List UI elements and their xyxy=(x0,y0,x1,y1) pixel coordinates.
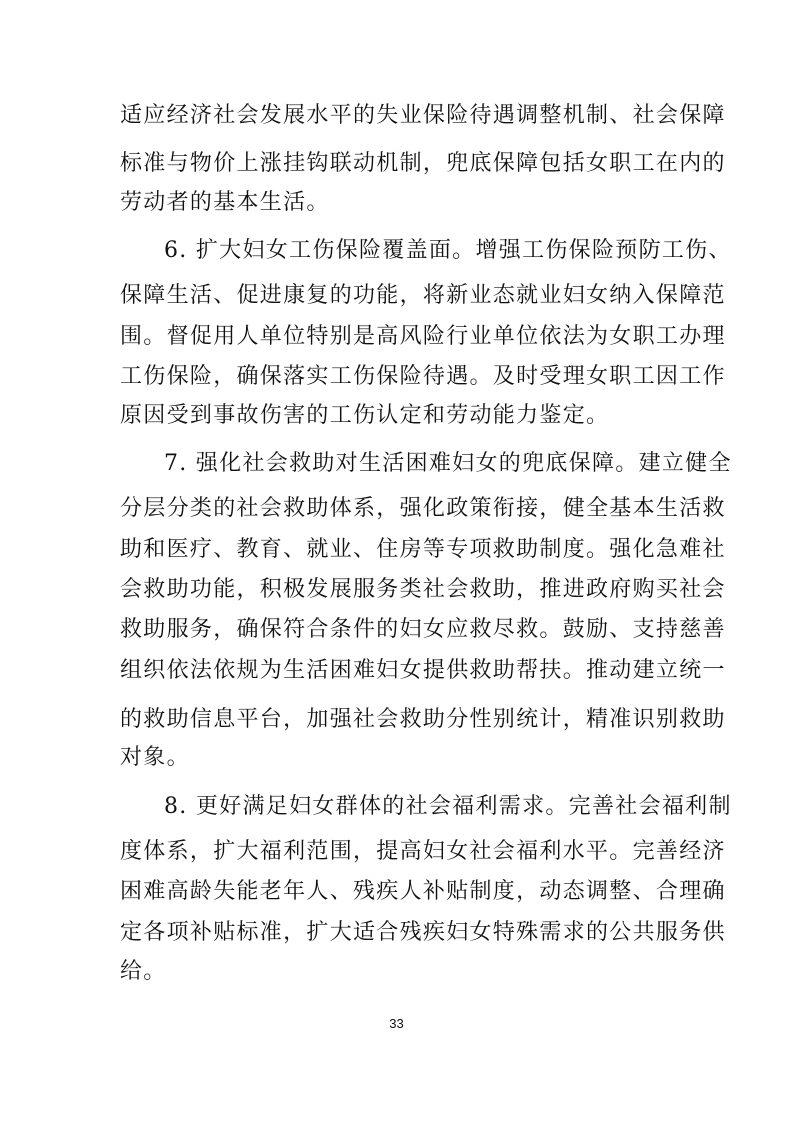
text-line: 分层分类的社会救助体系，强化政策衔接，健全基本生活救 xyxy=(120,496,726,521)
text-line: 工伤保险，确保落实工伤保险待遇。及时受理女职工因工作 xyxy=(120,364,726,389)
page-number: 33 xyxy=(389,1016,404,1031)
text-line: 助和医疗、教育、就业、住房等专项救助制度。强化急难社 xyxy=(120,537,726,562)
text-line: 适应经济社会发展水平的失业保险待遇调整机制、社会保障 xyxy=(120,103,726,128)
paragraph-heading-line: 7. 强化社会救助对生活困难妇女的兜底保障。建立健全 xyxy=(164,451,732,476)
text-line: 困难高龄失能老年人、残疾人补贴制度，动态调整、合理确 xyxy=(120,879,726,904)
text-line: 标准与物价上涨挂钩联动机制，兜底保障包括女职工在内的 xyxy=(120,151,726,176)
text-line: 给。 xyxy=(120,959,167,984)
text-line: 会救助功能，积极发展服务类社会救助，推进政府购买社会 xyxy=(120,577,726,602)
text-line: 围。督促用人单位特别是高风险行业单位依法为女职工办理 xyxy=(120,324,726,349)
paragraph-heading-line: 6. 扩大妇女工伤保险覆盖面。增强工伤保险预防工伤、 xyxy=(164,238,732,263)
text-line: 保障生活、促进康复的功能，将新业态就业妇女纳入保障范 xyxy=(120,283,726,308)
text-line: 对象。 xyxy=(120,745,190,770)
text-line: 度体系，扩大福利范围，提高妇女社会福利水平。完善经济 xyxy=(120,839,726,864)
text-line: 劳动者的基本生活。 xyxy=(120,190,330,215)
text-line: 救助服务，确保符合条件的妇女应救尽救。鼓励、支持慈善 xyxy=(120,617,726,642)
paragraph-heading-line: 8. 更好满足妇女群体的社会福利需求。完善社会福利制 xyxy=(164,794,732,819)
text-line: 的救助信息平台，加强社会救助分性别统计，精准识别救助 xyxy=(120,707,726,732)
text-line: 原因受到事故伤害的工伤认定和劳动能力鉴定。 xyxy=(120,403,610,428)
text-line: 组织依法依规为生活困难妇女提供救助帮扶。推动建立统一 xyxy=(120,658,726,683)
text-line: 定各项补贴标准，扩大适合残疾妇女特殊需求的公共服务供 xyxy=(120,920,726,945)
